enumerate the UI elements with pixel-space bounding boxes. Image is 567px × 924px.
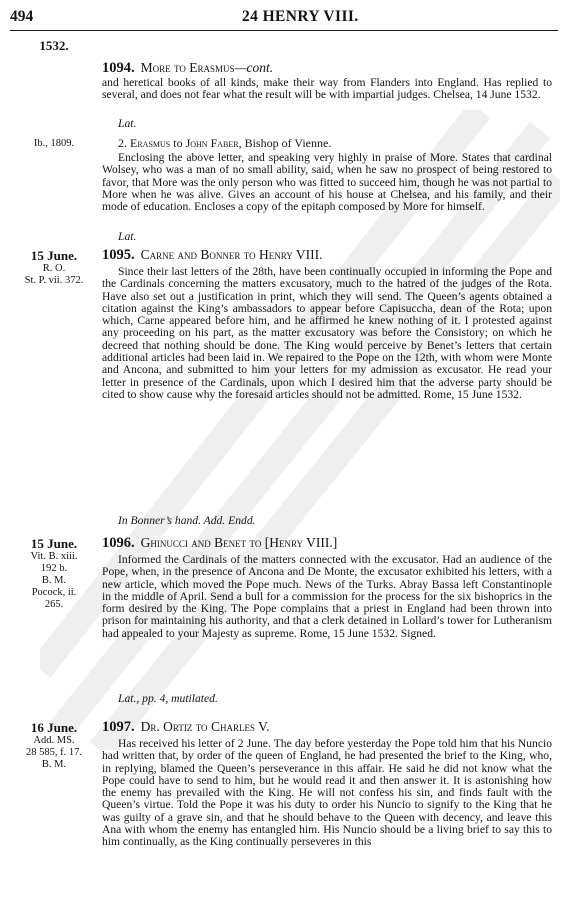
margin-reference: Ib., 1809. — [33, 138, 75, 149]
margin-reference: R. O. — [42, 263, 66, 274]
margin-year — [10, 38, 98, 53]
margin-reference: B. M. — [41, 575, 67, 586]
entry-body-1096: Informed the Cardinals of the matters connected with the excusator. Had an audience of the Pope, when, in the presence of Ancona and De Monte, the excusator exhibited his letters, with a new article, which moved the Pope much. News of the Turks. Abray Bassa left Constantinople in the middle of April. Send a bull for a commission for the process for the six bishoprics in the form desired by the King. The Pope complains that a priest in England had been thrown into prison for maintaining his authority, and that a clerk detained in Lollard’s tower for Lutheranism had appealed to your Majesty as supreme. Rome, 15 June 1532. Signed. — [102, 553, 552, 640]
entry-heading-1096 — [102, 535, 337, 552]
page-number: 494 — [10, 8, 34, 25]
margin-reference: Add. MS. — [33, 735, 75, 746]
margin-reference: Vit. B. xiii. — [30, 551, 78, 562]
entry-heading-1094 — [102, 60, 273, 77]
heading-part: to — [240, 247, 259, 262]
heading-part: Bonner — [200, 247, 241, 262]
entry-number: 1095. — [102, 247, 135, 263]
heading-part: —cont. — [234, 60, 274, 75]
heading-part: Dr. Ortiz — [140, 719, 193, 734]
margin-1096 — [10, 536, 98, 611]
entry-number: 1097. — [102, 719, 135, 735]
heading-part: and — [174, 247, 201, 262]
margin-reference: 28 585, f. 17. — [26, 747, 82, 758]
margin-reference: Pocock, ii. — [31, 587, 77, 598]
entry-body-1097: Has received his letter of 2 June. The day before yesterday the Pope told him that his Nuncio had written that, by order of the queen of England, he had presented the brief to the King, who, in replying, blamed the Queen’s perseverance in this affair. He said he did not know what the Pope could have to send to him, but he would read it and then answer it. It is astonishing how the enemy has prevailed with the King. He will not confess his sin, and finds fault with the Queen’s virtue. Told the Pope it was his duty to order his Nuncio to signify to the King that he was guilty of a grave sin, and that he should behave to the Queen with decency, and leave this Ana with whom the enemy has entangled him. His Nuncio should be a living brief to say this to him continually, as the King continually perseveres in this — [102, 737, 552, 849]
year-label: 1532. — [39, 38, 69, 53]
margin-reference: B. M. — [41, 759, 67, 770]
running-head: 24 HENRY VIII. — [242, 8, 359, 25]
heading-part: Carne — [140, 247, 175, 262]
heading-part: to — [170, 60, 190, 75]
entry-note-1096: Lat., pp. 4, mutilated. — [118, 692, 218, 705]
margin-1095 — [10, 248, 98, 287]
entry-number: 1096. — [102, 535, 135, 551]
entry-body-1095: Since their last letters of the 28th, have been continually occupied in informing the Pope and the Cardinals concerning the matters excusatory, much to the hatred of the judges of the Rota. Have also set out a justification in print, which they will send. The Queen’s agents obtained a citation against the King’s ambassadors to appear before Capisuccha, dean of the Rota; upon which, Carne appeared before him, and he affirmed he knew nothing of it. I protested against any proceeding on his part, as the matter excusatory was before the Consistory; on which he decreed that nothing should be done. The King would perceive by Benet’s letters that certain additional articles had been laid in. We repaired to the Pope on the 12th, with whom were Monte and Ancona, and submitted to him your letters for my admission as excusator. He read your letter in presence of the Cardinals, upon which I desired him that the adverse party should be cited to show cause why the foresaid articles should not be admitted. Rome, 15 June 1532. — [102, 265, 552, 401]
heading-part: ] — [332, 535, 338, 550]
heading-part: Henry VIII. — [259, 247, 323, 262]
entry-date: 15 June. — [30, 536, 78, 551]
entry-note-1095: In Bonner’s hand. Add. Endd. — [118, 514, 256, 527]
entry-heading-1095 — [102, 247, 323, 264]
margin-1097 — [10, 720, 98, 771]
entry-body-1094-2: Enclosing the above letter, and speaking very highly in praise of More. States that cardinal Wolsey, who was a man of no small ability, said, when he saw no prospect of being restored to favor, that More was the only person who was fitted to succeed him, though he was not partial to More when he was alive. Gives an account of his house at Chelsea, and his family, and their mode of education. Encloses a copy of the epitaph composed by More for himself. — [102, 151, 552, 214]
heading-part: Erasmus — [130, 136, 171, 150]
heading-part: Benet — [214, 535, 247, 550]
heading-part: Ghinucci — [140, 535, 188, 550]
heading-part: More — [140, 60, 171, 75]
heading-part: Erasmus — [189, 60, 235, 75]
heading-part: to — [170, 136, 186, 150]
margin-ref-1094-2 — [10, 138, 98, 150]
entry-heading-1097 — [102, 719, 269, 736]
heading-part: and — [187, 535, 215, 550]
heading-part: to — [192, 719, 211, 734]
heading-part: , Bishop of Vienne. — [238, 136, 332, 150]
entry-heading-1094-2 — [118, 136, 331, 151]
heading-part: Charles V. — [210, 719, 270, 734]
header-rule — [10, 30, 558, 31]
heading-part: Henry VIII. — [269, 535, 333, 550]
entry-note-1094-2: Lat. — [118, 230, 137, 243]
margin-reference: St. P. vii. 372. — [24, 275, 84, 286]
entry-body-1094: and heretical books of all kinds, make their way from Flanders into England. Has replied to several, and does not fear what the result will be with impartial judges. Chelsea, 14 June 1532. — [102, 76, 552, 102]
entry-number: 1094. — [102, 60, 135, 76]
entry-number: 2. — [118, 136, 127, 150]
heading-part: to [ — [246, 535, 270, 550]
entry-date: 16 June. — [30, 720, 78, 735]
heading-part: John Faber — [185, 136, 239, 150]
entry-note-1094: Lat. — [118, 117, 137, 130]
margin-reference: 192 b. — [40, 563, 68, 574]
margin-reference: 265. — [44, 599, 64, 610]
entry-date: 15 June. — [30, 248, 78, 263]
